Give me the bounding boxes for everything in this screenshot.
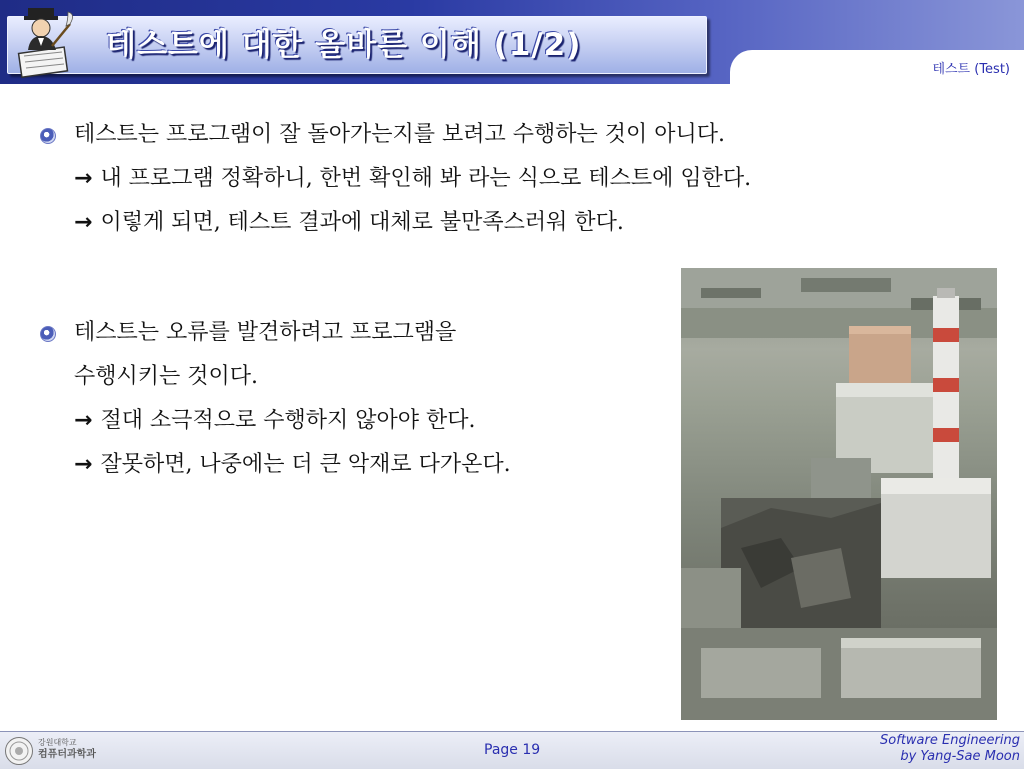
arrow-icon: → [74, 210, 93, 235]
page-title: 테스트에 대한 올바른 이해 (1/2) [106, 27, 582, 63]
university-seal-icon [4, 736, 34, 766]
arrow-icon: → [74, 166, 93, 191]
sub-point: → 잘못하면, 나중에는 더 큰 악재로 다가온다. [74, 452, 511, 477]
sub-point: → 이렇게 되면, 테스트 결과에 대체로 불만족스러워 한다. [74, 210, 624, 235]
arrow-icon: → [74, 452, 93, 477]
course-credit: Software Engineering by Yang-Sae Moon [880, 733, 1020, 764]
plant-aerial-photo [681, 268, 997, 720]
bullet-text-continued: 수행시키는 것이다. [74, 364, 259, 389]
sub-point: → 절대 소극적으로 수행하지 않아야 한다. [74, 408, 476, 433]
page-number: Page 19 [484, 742, 541, 758]
photo-illustration [681, 268, 997, 720]
bullet-text: 테스트는 프로그램이 잘 돌아가는지를 보려고 수행하는 것이 아니다. [74, 122, 726, 147]
scholar-writing-icon [14, 6, 78, 78]
department-name: 강원대학교 컴퓨터과학과 [38, 738, 96, 760]
arrow-icon: → [74, 408, 93, 433]
section-label: 테스트 (Test) [932, 62, 1010, 77]
bullet-icon [40, 128, 56, 144]
bullet-text: 테스트는 오류를 발견하려고 프로그램을 [74, 320, 457, 345]
sub-point: → 내 프로그램 정확하니, 한번 확인해 봐 라는 식으로 테스트에 임한다. [74, 166, 752, 191]
bullet-icon [40, 326, 56, 342]
